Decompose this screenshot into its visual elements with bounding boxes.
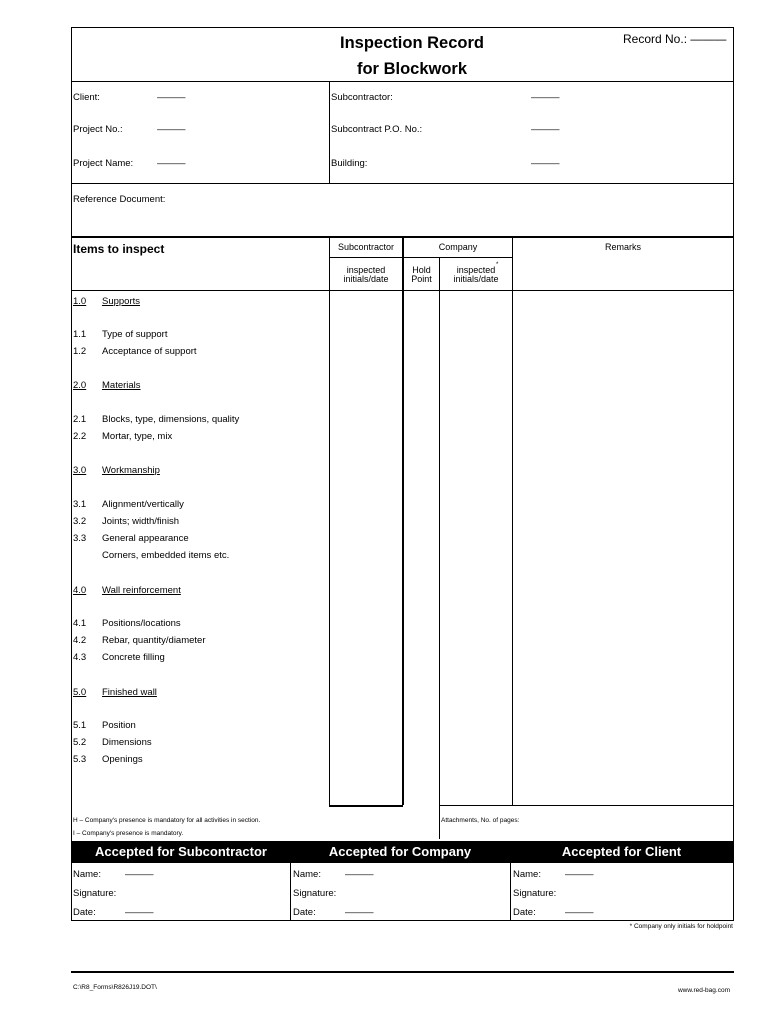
form-title-line2: for Blockwork — [356, 60, 468, 78]
table-bottom-line-right — [439, 805, 734, 806]
holdpoint-footnote: * Company only initials for holdpoint — [629, 923, 733, 930]
info-divider — [329, 81, 330, 183]
project-name-label: Project Name: — [73, 158, 134, 169]
section-heading: Finished wall — [102, 687, 157, 698]
project-no-label: Project No.: — [73, 124, 123, 135]
asterisk-mark: * — [496, 262, 499, 268]
building-label: Building: — [331, 158, 368, 169]
item-number: 5.3 — [73, 754, 87, 765]
item-text: Concrete filling — [102, 652, 165, 663]
company-signature-label: Signature: — [293, 888, 337, 899]
items-heading: Items to inspect — [73, 242, 165, 256]
sub-inspected-2: initials/date — [343, 274, 389, 284]
item-number: 4.2 — [73, 635, 87, 646]
item-text: Positions/locations — [102, 618, 181, 629]
item-text: General appearance — [102, 533, 189, 544]
form-top-border — [71, 27, 734, 28]
client-name-label: Name: — [513, 869, 541, 880]
project-no-value: ——— — [157, 124, 186, 135]
company-name-label: Name: — [293, 869, 321, 880]
section-heading: Supports — [102, 296, 141, 307]
item-number: 2.1 — [73, 414, 87, 425]
item-number: 4.3 — [73, 652, 87, 663]
table-subheader-line — [329, 257, 512, 258]
attachments-label: Attachments, No. of pages: — [441, 817, 520, 824]
col-divider-4 — [512, 236, 513, 805]
section-heading: Workmanship — [102, 465, 160, 476]
company-date-label: Date: — [293, 907, 316, 918]
po-label: Subcontract P.O. No.: — [331, 124, 423, 135]
building-value: ——— — [531, 158, 560, 169]
footer-rule — [71, 971, 734, 973]
subcontractor-value: ——— — [531, 92, 560, 103]
form-right-border — [733, 27, 734, 920]
table-bottom-line-left — [329, 805, 403, 807]
form-left-border — [71, 27, 72, 920]
col-divider-2 — [402, 236, 404, 805]
file-path: C:\R8_Forms\R826J19.DOT\ — [73, 984, 157, 991]
item-number: 2.0 — [73, 380, 87, 391]
reference-label: Reference Document: — [73, 194, 166, 205]
accepted-company-heading: Accepted for Company — [328, 844, 472, 859]
sub-signature-label: Signature: — [73, 888, 117, 899]
client-label: Client: — [73, 92, 100, 103]
subcontractor-label: Subcontractor: — [331, 92, 393, 103]
item-number: 3.1 — [73, 499, 87, 510]
website-link[interactable]: www.red-bag.com — [677, 987, 730, 994]
acceptance-divider-2 — [510, 863, 511, 920]
holdpoint-h-note: H – Company's presence is mandatory for all activities in section. — [73, 817, 261, 824]
subcontractor-col-heading: Subcontractor — [337, 242, 395, 252]
sub-inspected-1: inspected — [346, 265, 386, 275]
item-text: Alignment/vertically — [102, 499, 184, 510]
record-number: Record No.: ——— — [623, 32, 727, 46]
sub-name-label: Name: — [73, 869, 101, 880]
client-date-label: Date: — [513, 907, 536, 918]
item-text: Type of support — [102, 329, 168, 340]
section-heading: Materials — [102, 380, 141, 391]
company-name-value: ——— — [345, 869, 374, 880]
item-text: Acceptance of support — [102, 346, 197, 357]
po-value: ——— — [531, 124, 560, 135]
info-bottom-line — [71, 183, 734, 184]
item-number: 1.1 — [73, 329, 87, 340]
item-number: 2.2 — [73, 431, 87, 442]
item-number: 5.2 — [73, 737, 87, 748]
client-name-value: ——— — [565, 869, 594, 880]
item-text: Mortar, type, mix — [102, 431, 173, 442]
item-text: Position — [102, 720, 136, 731]
item-text: Dimensions — [102, 737, 152, 748]
form-title-line1: Inspection Record — [340, 34, 484, 52]
header-bottom-line — [71, 81, 734, 82]
item-text: Blocks, type, dimensions, quality — [102, 414, 240, 425]
item-text: Openings — [102, 754, 143, 765]
sub-date-value: ——— — [125, 907, 154, 918]
hold-point-1: Hold — [412, 265, 431, 275]
remarks-col-heading: Remarks — [604, 242, 641, 252]
acceptance-divider-1 — [290, 863, 291, 920]
col-divider-3 — [439, 257, 440, 839]
accepted-client-heading: Accepted for Client — [561, 844, 682, 859]
item-number: 3.3 — [73, 533, 87, 544]
item-number: 1.2 — [73, 346, 87, 357]
item-text: Rebar, quantity/diameter — [102, 635, 206, 646]
company-date-value: ——— — [345, 907, 374, 918]
item-number: 3.2 — [73, 516, 87, 527]
item-number: 1.0 — [73, 296, 87, 307]
item-number: 5.1 — [73, 720, 87, 731]
item-number: 3.0 — [73, 465, 87, 476]
acceptance-bottom-line — [71, 920, 734, 921]
client-date-value: ——— — [565, 907, 594, 918]
col-divider-1 — [329, 236, 330, 805]
company-col-heading: Company — [438, 242, 478, 252]
item-text: Corners, embedded items etc. — [102, 550, 230, 561]
sub-name-value: ——— — [125, 869, 154, 880]
comp-inspected-2: initials/date — [453, 274, 499, 284]
item-number: 4.0 — [73, 585, 87, 596]
item-number: 5.0 — [73, 687, 87, 698]
item-text: Joints; width/finish — [102, 516, 180, 527]
client-signature-label: Signature: — [513, 888, 557, 899]
comp-inspected-1: inspected — [456, 265, 496, 275]
section-heading: Wall reinforcement — [102, 585, 181, 596]
sub-date-label: Date: — [73, 907, 96, 918]
client-value: ——— — [157, 92, 186, 103]
holdpoint-i-note: I – Company's presence is mandatory. — [73, 830, 184, 837]
hold-point-2: Point — [411, 274, 432, 284]
project-name-value: ——— — [157, 158, 186, 169]
accepted-subcontractor-heading: Accepted for Subcontractor — [95, 844, 267, 859]
item-number: 4.1 — [73, 618, 87, 629]
